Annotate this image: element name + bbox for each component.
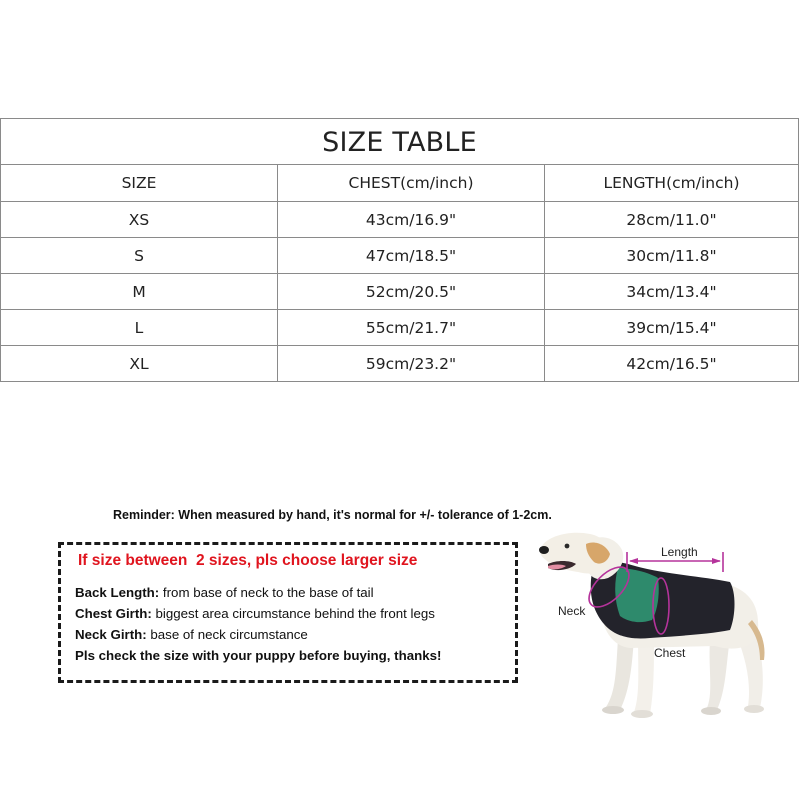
table-row xyxy=(1,346,799,382)
note-closing: Pls check the size with your puppy before buying, thanks! xyxy=(75,648,442,663)
neck-label: Neck xyxy=(558,604,586,618)
table-row xyxy=(1,238,799,274)
table-row xyxy=(1,274,799,310)
column-header-size: SIZE xyxy=(1,165,278,202)
cell-size: XL xyxy=(1,346,278,382)
cell-length: 28cm/11.0" xyxy=(545,202,799,238)
note-back-length xyxy=(75,585,374,600)
cell-size: XS xyxy=(1,202,278,238)
dog-measurement-figure xyxy=(530,520,790,730)
cell-size: L xyxy=(1,310,278,346)
cell-chest: 55cm/21.7" xyxy=(278,310,545,346)
cell-chest: 52cm/20.5" xyxy=(278,274,545,310)
table-row xyxy=(1,310,799,346)
cell-length: 42cm/16.5" xyxy=(545,346,799,382)
table-title: SIZE TABLE xyxy=(1,119,799,165)
dog-in-coat-illustration xyxy=(530,520,790,730)
cell-chest: 43cm/16.9" xyxy=(278,202,545,238)
size-advice-headline: If size between 2 sizes, pls choose larger size xyxy=(78,552,418,569)
cell-length: 39cm/15.4" xyxy=(545,310,799,346)
note-text: biggest area circumstance behind the front legs xyxy=(151,606,435,621)
size-table xyxy=(0,118,799,382)
cell-length: 30cm/11.8" xyxy=(545,238,799,274)
column-header-length: LENGTH(cm/inch) xyxy=(545,165,799,202)
note-term: Chest Girth: xyxy=(75,606,152,621)
note-term: Back Length: xyxy=(75,585,160,600)
tolerance-reminder: Reminder: When measured by hand, it's normal for +/- tolerance of 1-2cm. xyxy=(113,508,552,522)
measurement-notes-box xyxy=(58,542,518,683)
table-title-row xyxy=(1,119,799,165)
table-row xyxy=(1,202,799,238)
cell-chest: 47cm/18.5" xyxy=(278,238,545,274)
chest-label: Chest xyxy=(654,646,686,660)
note-text: from base of neck to the base of tail xyxy=(159,585,374,600)
cell-size: M xyxy=(1,274,278,310)
note-neck-girth xyxy=(75,627,308,642)
cell-length: 34cm/13.4" xyxy=(545,274,799,310)
cell-chest: 59cm/23.2" xyxy=(278,346,545,382)
table-header-row xyxy=(1,165,799,202)
note-chest-girth xyxy=(75,606,435,621)
note-term: Neck Girth: xyxy=(75,627,147,642)
cell-size: S xyxy=(1,238,278,274)
length-label: Length xyxy=(661,545,698,559)
note-text: base of neck circumstance xyxy=(146,627,308,642)
column-header-chest: CHEST(cm/inch) xyxy=(278,165,545,202)
